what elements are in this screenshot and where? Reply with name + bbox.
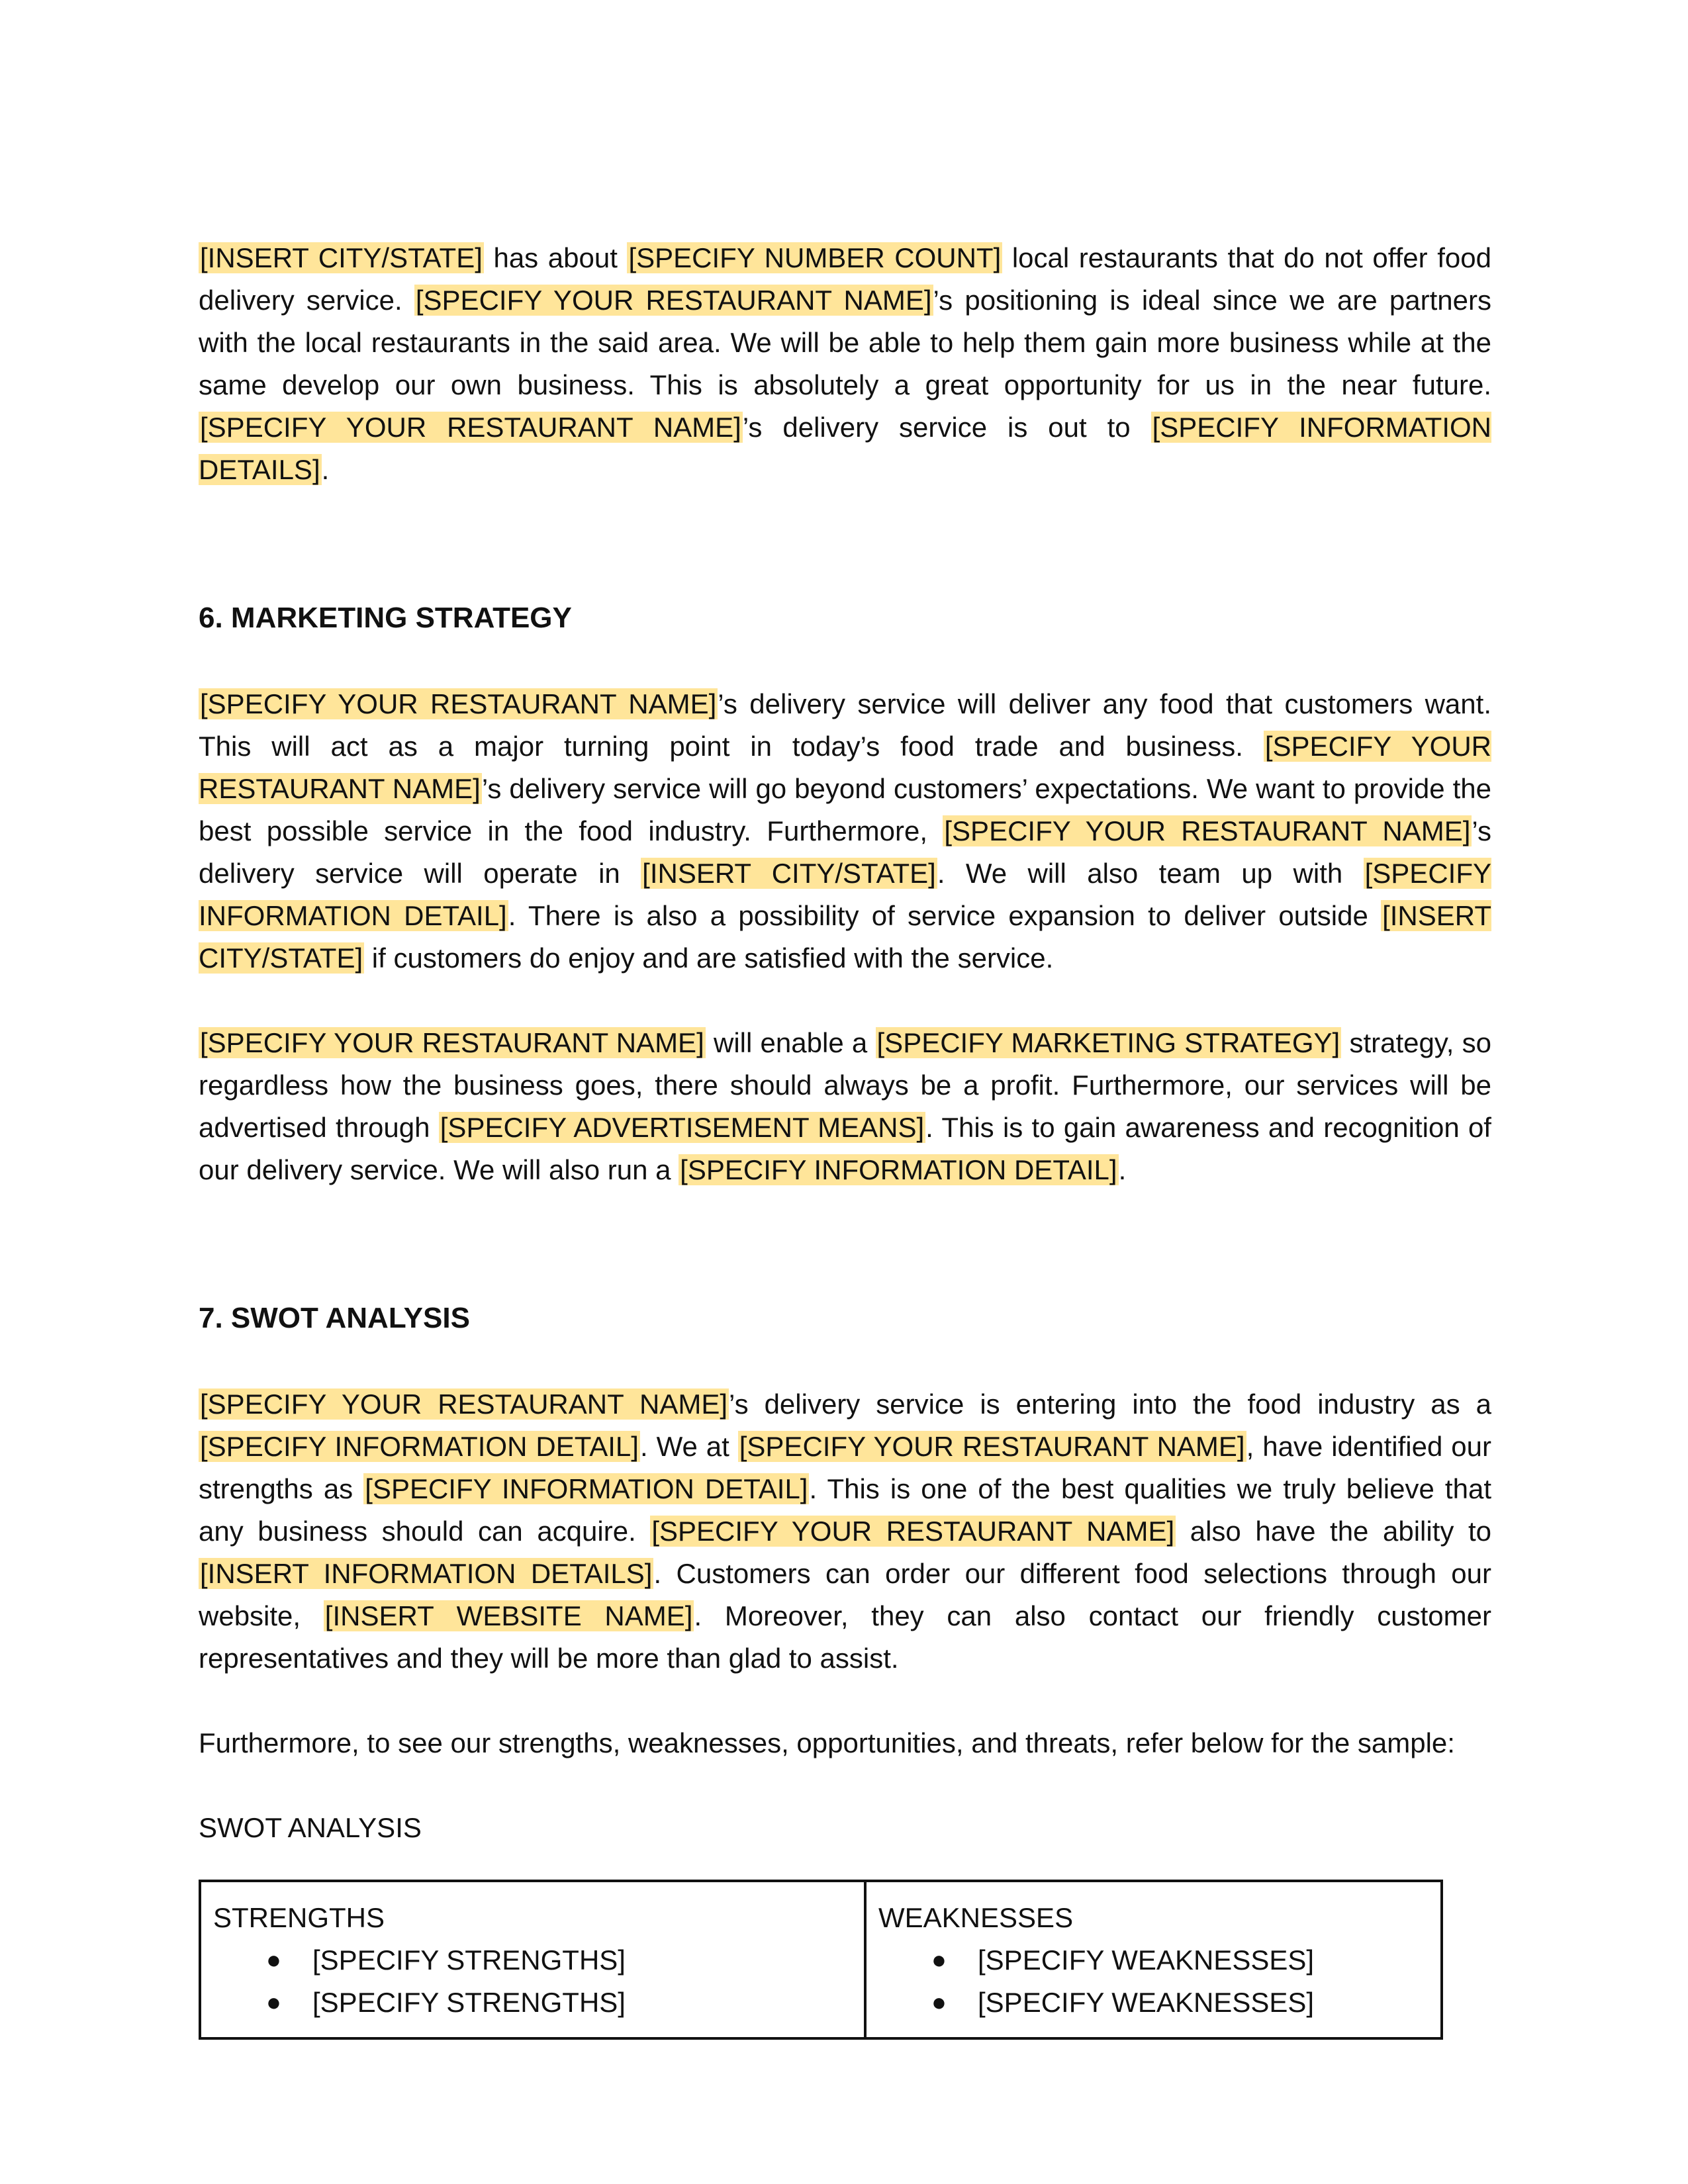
marketing-paragraph-2 (199, 1022, 1491, 1191)
placeholder-highlight: [SPECIFY YOUR RESTAURANT NAME] (199, 731, 1491, 804)
section-heading-swot-analysis: 7. SWOT ANALYSIS (199, 1302, 470, 1334)
paragraph-text: . We will also team up with (937, 858, 1364, 889)
paragraph-text: . This is one of the best qualities we truly believe that any business should can acquire. (199, 1473, 1491, 1547)
strengths-title: STRENGTHS (213, 1902, 385, 1933)
swot-paragraph-2: Furthermore, to see our strengths, weaknesses, opportunities, and threats, refer below for the sample: (199, 1727, 1455, 1758)
weaknesses-cell (865, 1881, 1442, 2038)
paragraph-text: will enable a (705, 1027, 876, 1058)
swot-table-label: SWOT ANALYSIS (199, 1812, 422, 1843)
placeholder-highlight: [SPECIFY INFORMATION DETAIL] (200, 1431, 639, 1462)
paragraph-text: . Customers can order our different food selections through our website, (199, 1558, 1491, 1631)
paragraph-text: has about (483, 242, 628, 273)
paragraph-text: , have identified our strengths as (199, 1431, 1491, 1504)
bullet-icon: ● (266, 1989, 281, 2017)
paragraph-text: if customers do enjoy and are satisfied with the service. (364, 942, 1054, 974)
paragraph-text: . Moreover, they can also contact our friendly customer representatives and they will be more than glad to assist. (199, 1600, 1491, 1674)
placeholder-highlight: [SPECIFY INFORMATION DETAIL] (680, 1154, 1117, 1185)
list-item (878, 1981, 1429, 2024)
swot-table-row (200, 1881, 1442, 2038)
paragraph-text: local restaurants that do not offer food delivery service. (199, 242, 1491, 316)
strengths-cell (200, 1881, 865, 2038)
swot-table (199, 1880, 1443, 2040)
placeholder-highlight: [SPECIFY NUMBER COUNT] (628, 242, 1002, 273)
strengths-list (213, 1939, 852, 2024)
placeholder-highlight: [SPECIFY MARKETING STRATEGY] (876, 1027, 1340, 1058)
paragraph-text: . We at (639, 1431, 738, 1462)
list-item (878, 1939, 1429, 1981)
paragraph-text: strategy, so regardless how the business goes, there should always be a profit. Furthermore, our services will be advertised through (199, 1027, 1492, 1143)
marketing-paragraph-1 (199, 683, 1491, 979)
paragraph-text: ’s delivery service will deliver any food that customers want. This will act as a major turning point in today’s food trade and business. (199, 688, 1491, 762)
weakness-item: [SPECIFY WEAKNESSES] (978, 1944, 1315, 1976)
placeholder-highlight: [SPECIFY YOUR RESTAURANT NAME] (415, 285, 932, 316)
placeholder-highlight: [SPECIFY YOUR RESTAURANT NAME] (200, 1388, 728, 1420)
placeholder-highlight: [SPECIFY YOUR RESTAURANT NAME] (944, 815, 1471, 846)
bullet-icon: ● (931, 1946, 947, 1974)
paragraph-text: . This is to gain awareness and recognition of our delivery service. We will also run a (199, 1112, 1491, 1185)
paragraph-text: ’s delivery service is out to (742, 412, 1151, 443)
placeholder-highlight: [INSERT CITY/STATE] (199, 900, 1492, 974)
paragraph-text: . (1118, 1154, 1127, 1185)
document-page (199, 237, 1491, 2040)
placeholder-highlight: [INSERT CITY/STATE] (642, 858, 936, 889)
paragraph-text: ’s delivery service will go beyond customers’ expectations. We want to provide the best possible service in the food industry. Furthermore, (199, 773, 1491, 846)
placeholder-highlight: [SPECIFY YOUR RESTAURANT NAME] (200, 412, 741, 443)
placeholder-highlight: [INSERT WEBSITE NAME] (324, 1600, 693, 1631)
bullet-icon: ● (266, 1946, 281, 1974)
list-item (213, 1939, 852, 1981)
paragraph-text: also have the ability to (1176, 1516, 1491, 1547)
placeholder-highlight: [INSERT INFORMATION DETAILS] (200, 1558, 653, 1589)
placeholder-highlight: [SPECIFY ADVERTISEMENT MEANS] (440, 1112, 925, 1143)
paragraph-text: ’s delivery service is entering into the food industry as a (729, 1388, 1491, 1420)
placeholder-highlight: [SPECIFY YOUR RESTAURANT NAME] (739, 1431, 1245, 1462)
placeholder-highlight: [SPECIFY YOUR RESTAURANT NAME] (200, 688, 717, 719)
placeholder-highlight: [SPECIFY INFORMATION DETAILS] (199, 412, 1491, 485)
paragraph-text: . There is also a possibility of service expansion to deliver outside (508, 900, 1382, 931)
weakness-item: [SPECIFY WEAKNESSES] (978, 1987, 1315, 2018)
weaknesses-title: WEAKNESSES (878, 1902, 1074, 1933)
placeholder-highlight: [SPECIFY INFORMATION DETAIL] (199, 858, 1491, 931)
paragraph-text: ’s delivery service will operate in (199, 815, 1491, 889)
placeholder-highlight: [SPECIFY INFORMATION DETAIL] (365, 1473, 808, 1504)
paragraph-text: . (321, 454, 330, 485)
paragraph-text: ’s positioning is ideal since we are partners with the local restaurants in the said area. We will be able to help them gain more business while at the same develop our own business. This is absolutely a great opportunity for us in the near future. (199, 285, 1492, 400)
intro-paragraph (199, 237, 1491, 491)
section-heading-marketing-strategy: 6. MARKETING STRATEGY (199, 602, 572, 634)
strength-item: [SPECIFY STRENGTHS] (312, 1944, 626, 1976)
weaknesses-list (878, 1939, 1429, 2024)
bullet-icon: ● (931, 1989, 947, 2017)
placeholder-highlight: [INSERT CITY/STATE] (200, 242, 483, 273)
placeholder-highlight: [SPECIFY YOUR RESTAURANT NAME] (651, 1516, 1175, 1547)
placeholder-highlight: [SPECIFY YOUR RESTAURANT NAME] (200, 1027, 704, 1058)
swot-paragraph-1 (199, 1383, 1491, 1680)
list-item (213, 1981, 852, 2024)
strength-item: [SPECIFY STRENGTHS] (312, 1987, 626, 2018)
